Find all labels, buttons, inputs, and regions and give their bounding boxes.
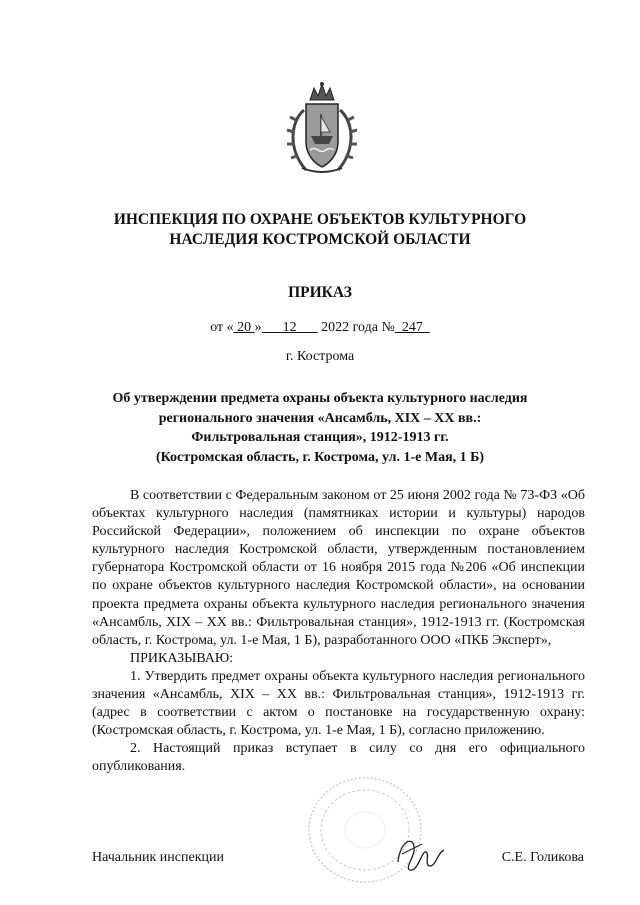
- date-separator: »: [254, 320, 262, 335]
- preamble-paragraph: В соответствии с Федеральным законом от 25 июня 2002 года № 73-ФЗ «Об объектах культурного наследия (памятниках истории и культуры) народов Российской Федерации», положением об инспекции по охране объектов культурного наследия Костромской области, утвержденным постановлением губернатора Костромской области от 16 ноября 2015 года №206 «Об инспекции по охране объектов культурного наследия Костромской области», на основании проекта предмета охраны объекта культурного наследия регионального значения «Ансамбль, XIX – XX вв.: Фильтровальная станция», 1912-1913 гг. (Костромская область, г. Кострома, ул. 1-е Мая, 1 Б), разработанного ООО «ПКБ Эксперт»,: [92, 488, 585, 648]
- order-number: 247: [394, 320, 430, 335]
- signatory-position: Начальник инспекции: [92, 850, 224, 865]
- signatory-name: С.Е. Голикова: [501, 850, 584, 865]
- org-line-2: НАСЛЕДИЯ КОСТРОМСКОЙ ОБЛАСТИ: [169, 231, 471, 248]
- order-directive: ПРИКАЗЫВАЮ:: [130, 650, 234, 666]
- subject-line-4: (Костромская область, г. Кострома, ул. 1-е Мая, 1 Б): [155, 449, 485, 465]
- subject-line-2: регионального значения «Ансамбль, XIX – XX вв.:: [158, 410, 482, 426]
- org-line-1: ИНСПЕКЦИЯ ПО ОХРАНЕ ОБЪЕКТОВ КУЛЬТУРНОГО: [113, 211, 527, 228]
- order-year-label: 2022 года №: [317, 320, 395, 335]
- order-day: 20: [233, 320, 255, 335]
- coat-of-arms-icon: [284, 80, 360, 178]
- subject-line-1: Об утверждении предмета охраны объекта культурного наследия: [112, 391, 528, 406]
- order-item-2: 2. Настоящий приказ вступает в силу со дня его официального опубликования.: [92, 741, 585, 775]
- order-date-line: [0, 320, 640, 336]
- organization-name: [60, 210, 580, 250]
- order-item-1: 1. Утвердить предмет охраны объекта культурного наследия регионального значения «Ансамбль, XIX – XX вв.: Фильтровальная станция», 1912-1913 гг. (адрес в соответствии с актом о постановке на государственную охрану: (Костромская область, г. Кострома, ул. 1-е Мая, 1 Б), согласно приложению.: [92, 668, 585, 739]
- order-month: 12: [261, 320, 318, 335]
- handwritten-signature-icon: [392, 832, 452, 876]
- date-prefix: от «: [210, 320, 234, 335]
- order-subject: [60, 389, 580, 467]
- order-body: [92, 487, 585, 777]
- order-city: г. Кострома: [285, 349, 355, 364]
- subject-line-3: Фильтровальная станция», 1912-1913 гг.: [191, 430, 449, 445]
- document-title: ПРИКАЗ: [288, 284, 352, 301]
